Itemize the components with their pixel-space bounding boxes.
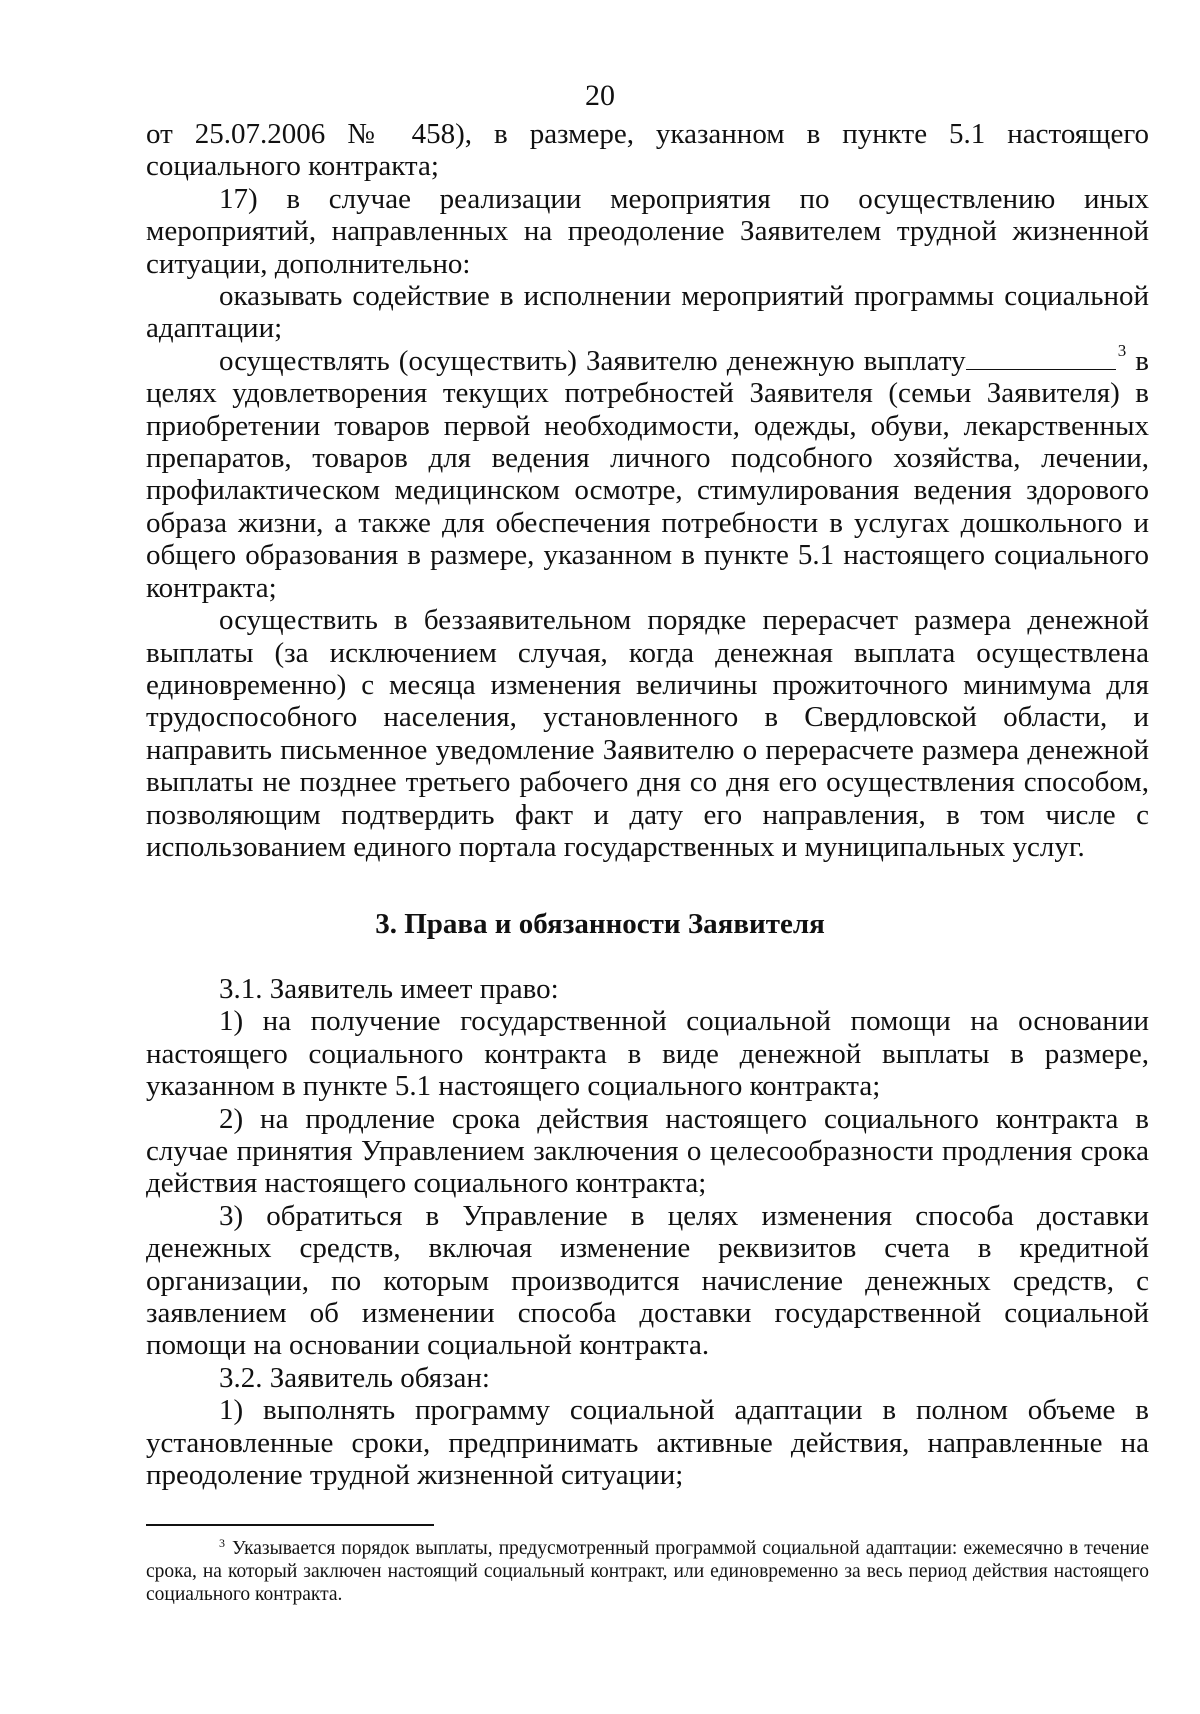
paragraph-continuation: в целях удовлетворения текущих потребностей Заявителя (семьи Заявителя) в приобретении товаров первой необходимости, одежды, обуви, лекарственных препаратов, товаров для ведения личного подсобного хозяйства, лечении, профилактическом медицинском осмотре, стимулирования ведения здорового образа жизни, а также для обеспечения потребности в услугах дошкольного и общего образования в размере, указанном в пункте 5.1 настоящего социального контракта; bbox=[146, 344, 1149, 604]
list-item: 2) на продление срока действия настоящего социального контракта в случае принятия Управлением заключения о целесообразности продления срока действия настоящего социального контракта; bbox=[146, 1102, 1149, 1200]
body-text-bottom bbox=[146, 973, 1149, 1492]
paragraph-start: осуществлять (осуществить) Заявителю денежную выплату bbox=[219, 344, 966, 377]
fill-in-blank bbox=[966, 347, 1116, 370]
paragraph-with-blank bbox=[146, 340, 1149, 604]
footnote-reference: 3 bbox=[1117, 340, 1127, 360]
clause-heading: 3.2. Заявитель обязан: bbox=[219, 1361, 490, 1394]
list-item: 1) выполнять программу социальной адаптации в полном объеме в установленные сроки, предпринимать активные действия, направленные на преодоление трудной жизненной ситуации; bbox=[146, 1394, 1149, 1492]
paragraph: осуществить в беззаявительном порядке перерасчет размера денежной выплаты (за исключением случая, когда денежная выплата осуществлена единовременно) с месяца изменения величины прожиточного минимума для трудоспособного населения, установленного в Свердловской области, и направить письменное уведомление Заявителю о перерасчете размера денежной выплаты не позднее третьего рабочего дня со дня его осуществления способом, позволяющим подтвердить факт и дату его направления, в том числе с использованием единого портала государственных и муниципальных услуг. bbox=[146, 604, 1149, 863]
list-item: 1) на получение государственной социальной помощи на основании настоящего социального контракта в виде денежной выплаты в размере, указанном в пункте 5.1 настоящего социального контракта; bbox=[146, 1005, 1149, 1103]
paragraph: 17) в случае реализации мероприятия по осуществлению иных мероприятий, направленных на преодоление Заявителем трудной жизненной ситуации, дополнительно: bbox=[146, 182, 1149, 280]
list-item: 3) обратиться в Управление в целях изменения способа доставки денежных средств, включая изменение реквизитов счета в кредитной организации, по которым производится начисление денежных средств, с заявлением об изменении способа доставки государственной социальной помощи на основании социальной контракта. bbox=[146, 1199, 1149, 1362]
footnote-text: Указывается порядок выплаты, предусмотренный программой социальной адаптации: ежемесячно в течение срока, на который заключен настоящий социальный контракт, или единовременно за весь период действия настоящего социального контракта. bbox=[146, 1538, 1149, 1605]
footnote bbox=[146, 1537, 1149, 1606]
clause-heading: 3.1. Заявитель имеет право: bbox=[219, 973, 559, 1005]
page-number: 20 bbox=[585, 79, 615, 112]
footnote-separator bbox=[146, 1524, 434, 1526]
paragraph: от 25.07.2006 № 458), в размере, указанном в пункте 5.1 настоящего социального контракта; bbox=[146, 118, 1149, 183]
section-heading: 3. Права и обязанности Заявителя bbox=[375, 908, 825, 940]
paragraph: оказывать содействие в исполнении мероприятий программы социальной адаптации; bbox=[146, 280, 1149, 345]
body-text-top bbox=[146, 118, 1149, 863]
footnote-marker: 3 bbox=[219, 1536, 225, 1550]
